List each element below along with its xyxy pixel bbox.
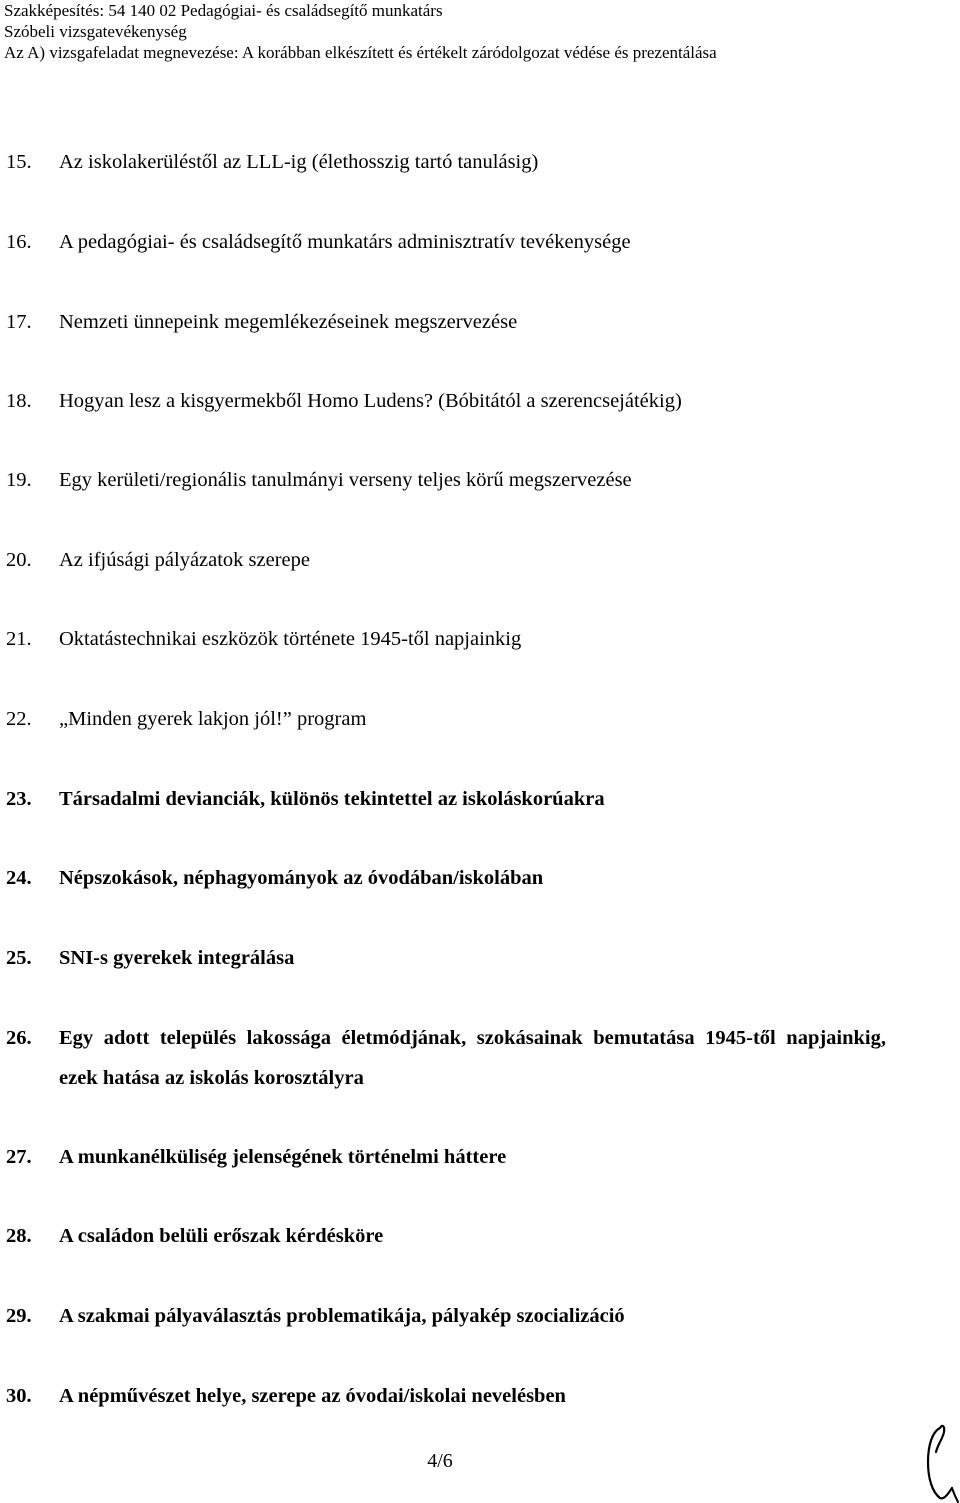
item-number: 30. — [6, 1385, 32, 1407]
list-item — [6, 1216, 886, 1256]
list-item — [6, 381, 886, 421]
item-text: A családon belüli erőszak kérdésköre — [59, 1225, 384, 1247]
document-header — [4, 0, 954, 63]
list-item — [6, 1376, 886, 1416]
item-text: A népművészet helye, szerepe az óvodai/iskolai nevelésben — [59, 1385, 566, 1407]
item-number: 21. — [6, 628, 32, 650]
item-number: 18. — [6, 390, 32, 412]
item-number: 22. — [6, 708, 32, 730]
item-text: Oktatástechnikai eszközök története 1945-től napjainkig — [59, 628, 522, 650]
item-text: Az ifjúsági pályázatok szerepe — [59, 549, 311, 571]
list-item — [6, 1018, 886, 1098]
item-text: „Minden gyerek lakjon jól!” program — [59, 708, 367, 730]
list-item — [6, 858, 886, 898]
item-number: 16. — [6, 231, 32, 253]
item-text: Nemzeti ünnepeink megemlékezéseinek megszervezése — [59, 311, 518, 333]
page-number: 4/6 — [427, 1450, 453, 1472]
item-number: 28. — [6, 1225, 32, 1247]
item-text: Hogyan lesz a kisgyermekből Homo Ludens? (Bóbitától a szerencsejátékig) — [59, 390, 682, 412]
list-item — [6, 699, 886, 739]
list-item — [6, 1137, 886, 1177]
header-exam-activity: Szóbeli vizsgatevékenység — [4, 22, 187, 41]
list-item — [6, 779, 886, 819]
list-item — [6, 460, 886, 500]
item-number: 15. — [6, 151, 32, 173]
item-text: SNI-s gyerekek integrálása — [59, 947, 295, 969]
item-number: 26. — [6, 1027, 32, 1049]
list-item — [6, 619, 886, 659]
item-number: 25. — [6, 947, 32, 969]
item-text: Egy adott település lakossága életmódjának, szokásainak bemutatása 1945-től napjainkig, ezek hatása az iskolás korosztályra — [59, 1027, 886, 1089]
item-number: 27. — [6, 1146, 32, 1168]
list-item — [6, 1296, 886, 1336]
item-number: 24. — [6, 867, 32, 889]
handwritten-signature-icon — [918, 1422, 960, 1503]
item-text: Társadalmi devianciák, különös tekintettel az iskoláskorúakra — [59, 788, 605, 810]
item-number: 29. — [6, 1305, 32, 1327]
item-text: Egy kerületi/regionális tanulmányi verseny teljes körű megszervezése — [59, 469, 632, 491]
list-item — [6, 222, 886, 262]
list-item — [6, 540, 886, 580]
item-text: A szakmai pályaválasztás problematikája, pályakép szocializáció — [59, 1305, 625, 1327]
item-number: 20. — [6, 549, 32, 571]
item-number: 23. — [6, 788, 32, 810]
list-item — [6, 302, 886, 342]
item-text: A pedagógiai- és családsegítő munkatárs adminisztratív tevékenysége — [59, 231, 631, 253]
list-item — [6, 142, 886, 182]
list-item — [6, 938, 886, 978]
item-text: Az iskolakerüléstől az LLL-ig (élethosszig tartó tanulásig) — [59, 151, 539, 173]
header-task-name: Az A) vizsgafeladat megnevezése: A korábban elkészített és értékelt záródolgozat védése és prezentálása — [4, 43, 717, 62]
header-qualification: Szakképesítés: 54 140 02 Pedagógiai- és családsegítő munkatárs — [4, 1, 443, 20]
item-number: 19. — [6, 469, 32, 491]
item-text: Népszokások, néphagyományok az óvodában/iskolában — [59, 867, 544, 889]
item-number: 17. — [6, 311, 32, 333]
item-text: A munkanélküliség jelenségének történelmi háttere — [59, 1146, 507, 1168]
